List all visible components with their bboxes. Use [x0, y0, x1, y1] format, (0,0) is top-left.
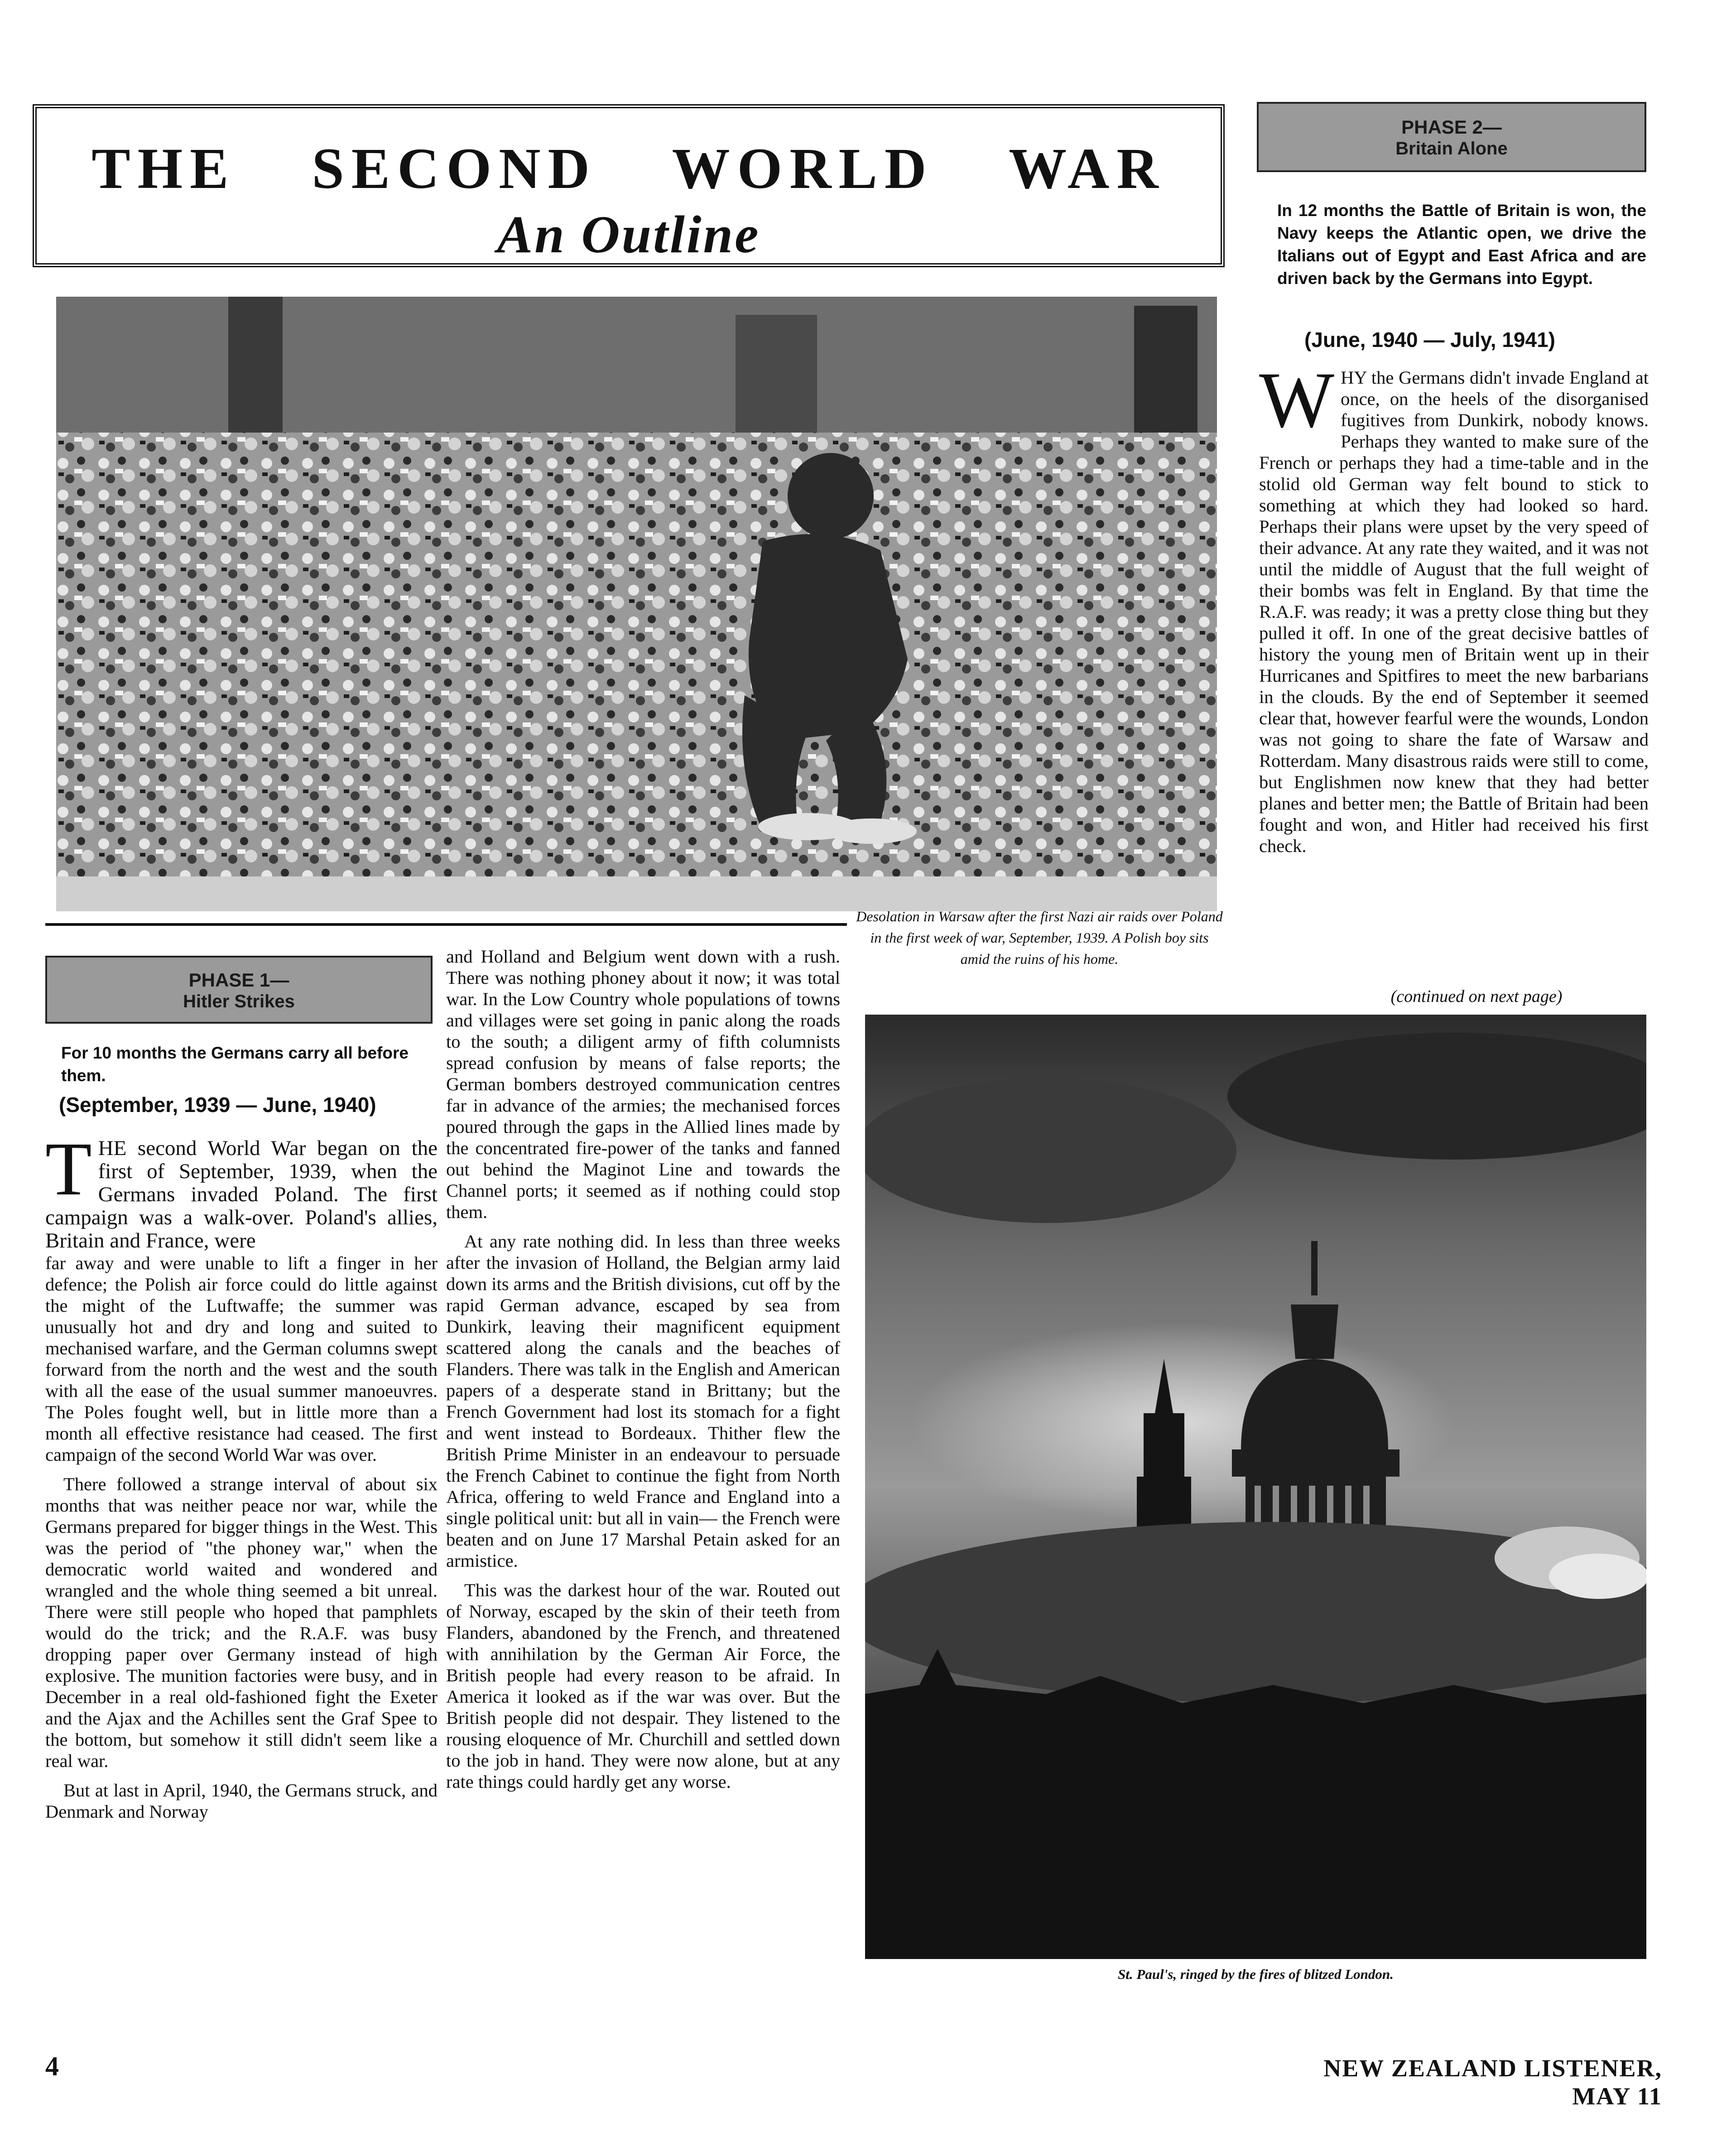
page-title: THE SECOND WORLD WAR — [91, 136, 1166, 201]
warsaw-caption: Desolation in Warsaw after the first Nazi air raids over Poland in the first week of war, September, 1939. A Polish boy sits amid the ruins of his home. — [856, 908, 1223, 967]
st-pauls-photo — [865, 1015, 1646, 1959]
phase2-body-text: Perhaps they wanted to make sure of the French or perhaps they had a time-table and in the stolid old German way felt bound to stick to something at which they had looked so hard. Perhaps their plans were upset by the very speed of their advance. At any rate they waited, and it was not until the middle of August that the full weight of their bombs was felt in England. By that time the R.A.F. was ready; it was a pretty close thing but they pulled it off. In one of the great decisive battles of history the young men of Britain went up in their Hurricanes and Spitfires to meet the new barbarians in the clouds. By the end of September it seemed clear that, however fearful were the wounds, London was not going to share the fate of Warsaw and Rotterdam. Many disastrous raids were still to come, but Englishmen now knew that they had better planes and better men; the Battle of Britain had been fought and won, and Hitler had received his first check. — [1259, 431, 1649, 856]
title-box — [33, 104, 1225, 267]
warsaw-ruins-image — [56, 297, 1217, 911]
page-number: 4 — [45, 2051, 60, 2081]
phase2-name: Britain Alone — [1395, 139, 1508, 159]
page-subtitle: An Outline — [497, 205, 760, 264]
phase1-paragraph-2: There followed a strange interval of about six months that was neither peace nor war, while the Germans prepared for bigger things in the West. This was the period of "the phoney war," when the democratic world waited and wondered and wrangled and the whole thing seemed a bit unreal. There were still people who hoped that pamphlets would do the trick; and the R.A.F. was busy dropping paper over Germany instead of high explosive. The munition factories were busy, and in December in a real old-fashioned fight the Exeter and the Ajax and the Achilles sent the Graf Spee to the bottom, but somehow it still didn't seem like a real war. — [45, 1474, 438, 1771]
column-1 — [45, 1137, 438, 2029]
phase2-intro: In 12 months the Battle of Britain is won, the Navy keeps the Atlantic open, we drive the Italians out of Egypt and East Africa and are driven back by the Germans into Egypt. — [1277, 201, 1646, 288]
st-pauls-image — [865, 1015, 1646, 1959]
phase1-lead-paragraph — [45, 1137, 438, 1252]
phase2-lead-text: HY the Germans didn't invade England at once, on the heels of the disorganised fugitives from Dunkirk, nobody knows. — [1341, 367, 1649, 430]
phase2-dates: (June, 1940 — July, 1941) — [1304, 328, 1555, 351]
phase1-box — [45, 956, 433, 1024]
st-pauls-caption: St. Paul's, ringed by the fires of blitzed London. — [1118, 1966, 1394, 1982]
column2-paragraph-3: This was the darkest hour of the war. Routed out of Norway, escaped by the skin of their teeth from Flanders, abandoned by the French, and threatened with annihilation by the German Air Force, the British people had every reason to be afraid. In America it looked as if the war was over. But the British people did not despair. They listened to the rousing eloquence of Mr. Churchill and settled down to the job in hand. They were now alone, but at any rate things could hardly get any worse. — [446, 1580, 840, 1792]
phase1-paragraph-1: far away and were unable to lift a finger in her defence; the Polish air force could do little against the might of the Luftwaffe; the summer was unusually hot and dry and long and suited to mechanised warfare, and the German columns swept forward from the north and the west and the south with all the ease of the usual summer manoeuvres. The Poles fought well, but in little more than a month all effective resistance had ceased. The first campaign of the second World War was over. — [45, 1253, 438, 1465]
phase2-label: PHASE 2— — [1401, 116, 1502, 138]
column2-paragraph-2: At any rate nothing did. In less than three weeks after the invasion of Holland, the Belgian army laid down its arms and the British divisions, cut off by the rapid German advance, escaped by sea from Dunkirk, leaving their magnificent equipment scattered along the canals and the beaches of Flanders. There was talk in the English and American papers of a desperate stand in Brittany; but the French Government had lost its stomach for a fight and went instead to Bordeaux. Thither flew the British Prime Minister in an endeavour to persuade the French Cabinet to continue the fight from North Africa, offering to weld France and England into a single political unit: but all in vain— the French were beaten and on June 17 Marshal Petain asked for an armistice. — [446, 1231, 840, 1571]
section-divider — [45, 923, 847, 926]
publication-footer: NEW ZEALAND LISTENER, MAY 11 — [1323, 2055, 1662, 2110]
phase1-label: PHASE 1— — [188, 969, 289, 991]
continued-note: (continued on next page) — [1390, 987, 1563, 1006]
phase1-intro: For 10 months the Germans carry all before them. — [61, 1044, 409, 1085]
phase2-box — [1257, 102, 1646, 172]
phase2-lead-paragraph — [1259, 367, 1649, 857]
column2-paragraph-1: and Holland and Belgium went down with a rush. There was nothing phoney about it now; it was total war. In the Low Country whole populations of towns and villages were set going in panic along the roads to the south; a diligent army of fifth columnists spread confusion by means of false reports; the German bombers destroyed communication centres far in advance of the armies; the mechanised forces poured through the gaps in the Allied lines made by the concentrated fire-power of the tanks and fanned out behind the Maginot Line and towards the Channel ports; it seemed as if nothing could stop them. — [446, 946, 840, 1222]
phase1-lead-text: HE second World War began on the first of September, 1939, when the Germans invaded Poland. The first campaign was a walk-over. Poland's allies, Britain and France, were — [45, 1137, 438, 1252]
warsaw-photo — [56, 297, 1217, 911]
column-3 — [1259, 367, 1649, 983]
phase1-dates: (September, 1939 — June, 1940) — [59, 1093, 376, 1117]
column-2 — [446, 946, 840, 2033]
phase1-dropcap: T — [45, 1137, 92, 1211]
phase1-name: Hitler Strikes — [183, 992, 295, 1012]
phase1-paragraph-3: But at last in April, 1940, the Germans struck, and Denmark and Norway — [45, 1780, 438, 1822]
phase2-dropcap: W — [1259, 367, 1335, 444]
